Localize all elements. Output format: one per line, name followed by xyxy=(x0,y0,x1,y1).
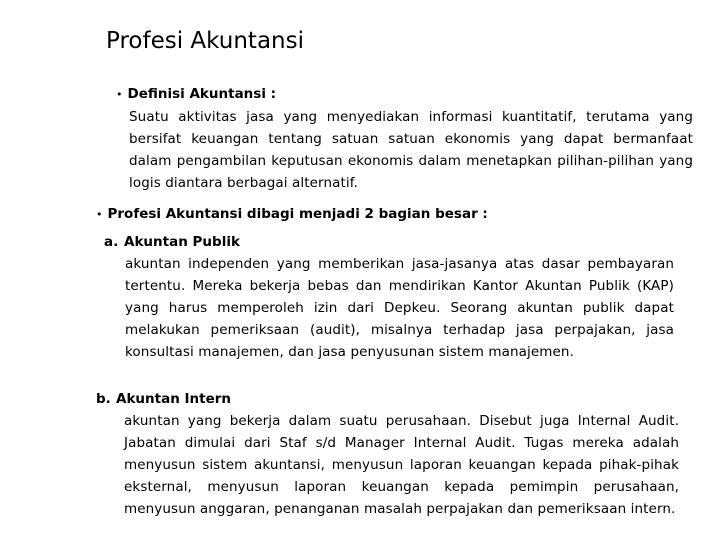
list-marker: b. xyxy=(96,391,111,407)
akuntan-intern-text: akuntan yang bekerja dalam suatu perusahaan. Disebut juga Internal Audit. Jabatan dimulai dari Staf s/d Manager Internal Audit. Tugas mereka adalah menyusun sistem akuntansi, menyusun laporan keuangan kepada pihak-pihak eksternal, menyusun laporan keuangan kepada pemimpin perusahaan, menyusun anggaran, penanganan masalah perpajakan dan pemeriksaan intern. xyxy=(124,413,679,517)
list-marker: a. xyxy=(104,234,119,250)
akuntan-publik-heading-text: Akuntan Publik xyxy=(124,234,240,250)
bullet-icon: • xyxy=(96,208,103,221)
page-title: Profesi Akuntansi xyxy=(106,28,304,54)
definition-section xyxy=(116,83,696,194)
profession-heading-text: Profesi Akuntansi dibagi menjadi 2 bagian besar : xyxy=(107,206,488,222)
akuntan-publik-text: akuntan independen yang memberikan jasa-jasanya atas dasar pembayaran tertentu. Mereka bekerja bebas dan mendirikan Kantor Akuntan Publik (KAP) yang harus memperoleh izin dari Depkeu. Seorang akuntan publik dapat melakukan pemeriksaan (audit), misalnya terhadap jasa perpajakan, jasa konsultasi manajemen, dan jasa penyusunan sistem manajemen. xyxy=(125,256,674,360)
definition-heading-text: Definisi Akuntansi : xyxy=(127,86,277,102)
profession-heading xyxy=(96,203,696,226)
akuntan-publik-heading xyxy=(104,231,676,253)
definition-heading xyxy=(116,83,696,106)
list-item-akuntan-publik xyxy=(104,231,676,363)
akuntan-intern-heading xyxy=(96,388,682,410)
list-item-akuntan-intern xyxy=(96,388,682,520)
akuntan-intern-heading-text: Akuntan Intern xyxy=(116,391,232,407)
bullet-icon: • xyxy=(116,88,123,101)
definition-text: Suatu aktivitas jasa yang menyediakan informasi kuantitatif, terutama yang bersifat keuangan tentang satuan satuan ekonomis yang dapat bermanfaat dalam pengambilan keputusan ekonomis dalam menetapkan pilihan-pilihan yang logis diantara berbagai alternatif. xyxy=(129,109,693,191)
